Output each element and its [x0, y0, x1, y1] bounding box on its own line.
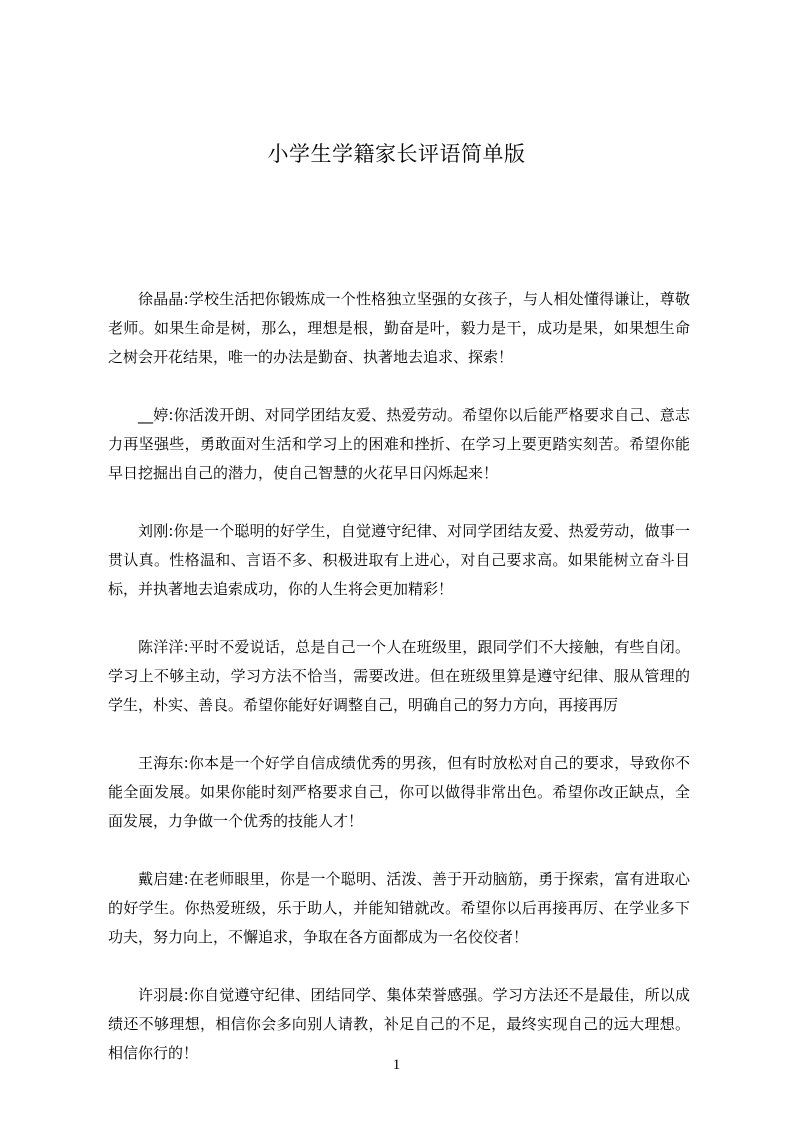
comment-text: 学校生活把你锻炼成一个性格独立坚强的女孩子，与人相处懂得谦让，尊敬老师。如果生命是树，那么，理想是根，勤奋是叶，毅力是干，成功是果，如果想生命之树会开花结果，唯一的办法是勤奋、执著地去追求、探索！ [108, 290, 690, 366]
comment-text: 你自觉遵守纪律、团结同学、集体荣誉感强。学习方法还不是最佳，所以成绩还不够理想，相信你会多向别人请教，补足自己的不足，最终实现自己的远大理想。相信你行的！ [108, 986, 690, 1062]
student-name: 戴启建 [138, 870, 184, 888]
comment-paragraph [108, 865, 690, 952]
comment-text: 在老师眼里，你是一个聪明、活泼、善于开动脑筋，勇于探索，富有进取心的好学生。你热爱班级，乐于助人，并能知错就改。希望你以后再接再厉、在学业多下功夫，努力向上，不懈追求，争取在各方面都成为一名佼佼者！ [108, 870, 690, 946]
name-separator: : [168, 406, 174, 424]
comment-paragraph [108, 401, 690, 488]
name-separator: : [183, 290, 189, 308]
name-separator: : [168, 522, 174, 540]
name-separator: : [183, 754, 189, 772]
comment-list [108, 285, 690, 1097]
name-separator: : [183, 870, 189, 888]
comment-text: 你活泼开朗、对同学团结友爱、热爱劳动。希望你以后能严格要求自己、意志力再坚强些，勇敢面对生活和学习上的困难和挫折、在学习上要更踏实刻苦。希望你能早日挖掘出自己的潜力，使自己智慧的火花早日闪烁起来！ [108, 406, 690, 482]
name-separator: : [183, 638, 189, 656]
page-number: 1 [392, 1057, 401, 1073]
student-name: __婷 [138, 406, 169, 424]
name-separator: : [183, 986, 189, 1004]
student-name: 徐晶晶 [138, 290, 184, 308]
comment-paragraph [108, 749, 690, 836]
comment-text: 你本是一个好学自信成绩优秀的男孩，但有时放松对自己的要求，导致你不能全面发展。如果你能时刻严格要求自己，你可以做得非常出色。希望你改正缺点，全面发展，力争做一个优秀的技能人才！ [108, 754, 690, 830]
student-name: 许羽晨 [138, 986, 184, 1004]
student-name: 刘刚 [138, 522, 169, 540]
comment-text: 平时不爱说话，总是自己一个人在班级里，跟同学们不大接触，有些自闭。学习上不够主动，学习方法不恰当，需要改进。但在班级里算是遵守纪律、服从管理的学生，朴实、善良。希望你能好好调整自己，明确自己的努力方向，再接再厉 [108, 638, 690, 714]
comment-paragraph [108, 517, 690, 604]
document-title: 小学生学籍家长评语简单版 [267, 142, 526, 166]
student-name: 陈洋洋 [138, 638, 184, 656]
student-name: 王海东 [138, 754, 184, 772]
comment-paragraph [108, 285, 690, 372]
comment-paragraph [108, 633, 690, 720]
comment-text: 你是一个聪明的好学生，自觉遵守纪律、对同学团结友爱、热爱劳动，做事一贯认真。性格温和、言语不多、积极进取有上进心，对自己要求高。如果能树立奋斗目标，并执著地去追索成功，你的人生将会更加精彩！ [108, 522, 690, 598]
